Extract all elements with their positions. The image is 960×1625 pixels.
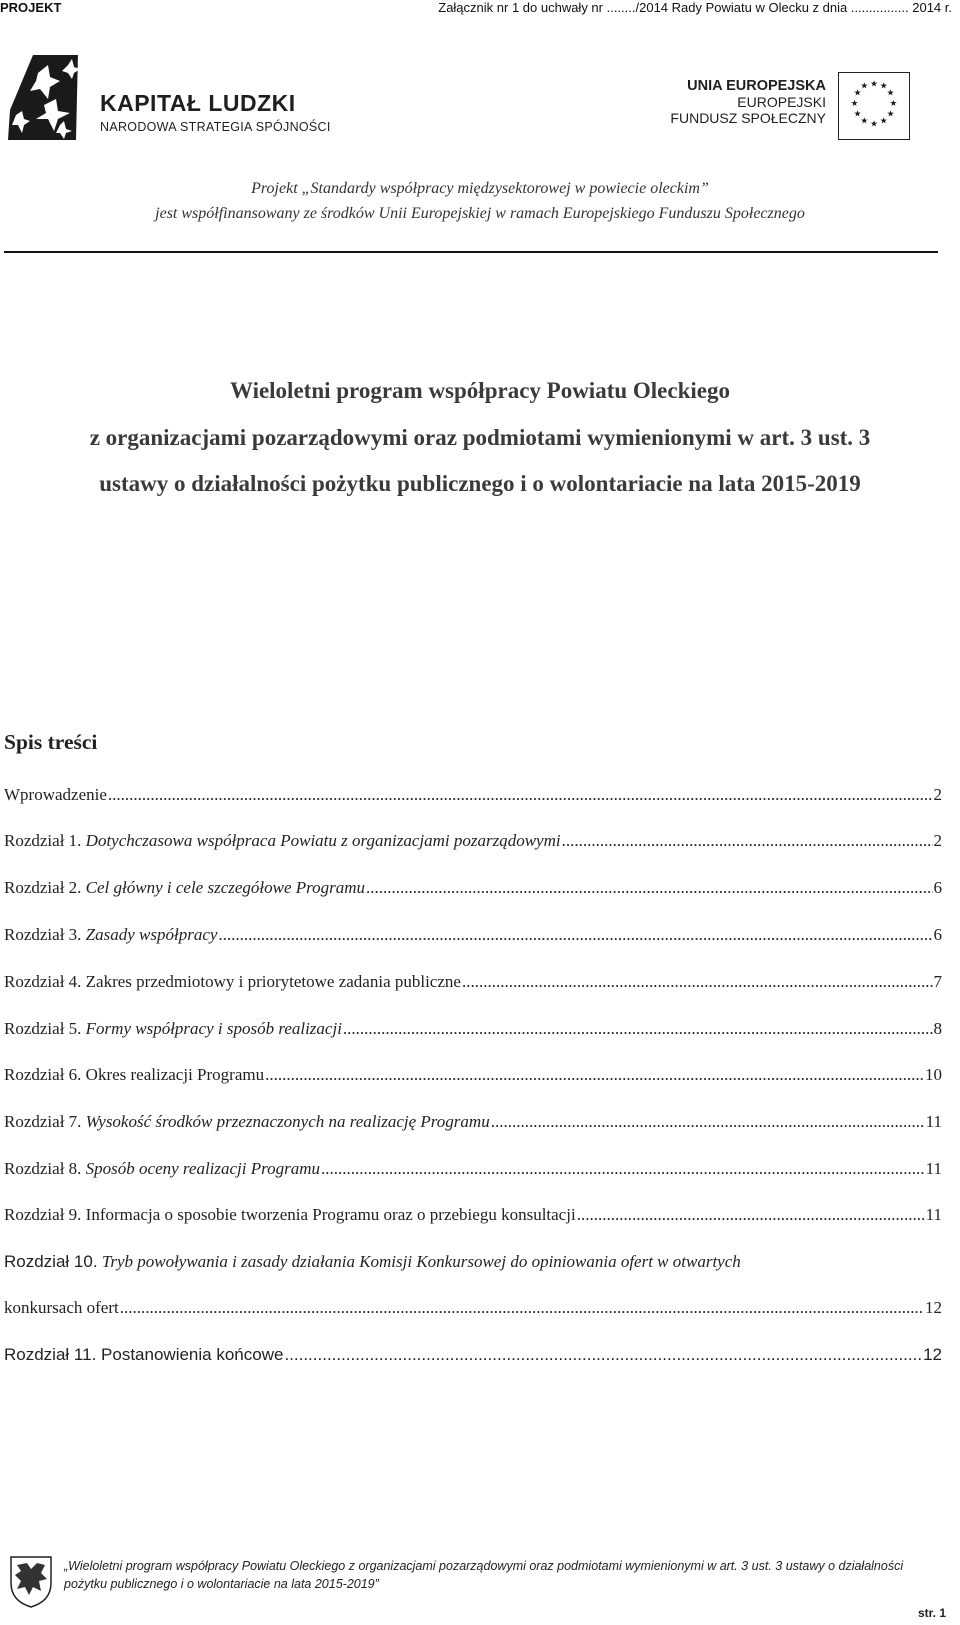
toc-chapter-title: Tryb powoływania i zasady działania Komisji Konkursowej do opiniowania ofert w otwartych (101, 1252, 741, 1271)
svg-text:★: ★ (853, 88, 862, 99)
toc-chapter-title: Postanowienia końcowe (101, 1345, 284, 1364)
document-title-line-3: ustawy o działalności pożytku publicznego i o wolontariacie na lata 2015-2019 (99, 471, 861, 496)
toc-leader (321, 1159, 925, 1179)
toc-page-number: 12 (925, 1298, 942, 1317)
toc-chapter-title: Zakres przedmiotowy i priorytetowe zadania publiczne (85, 972, 461, 991)
annex-text: Załącznik nr 1 do uchwały nr ......../2014 Rady Powiatu w Olecku z dnia ................ 2014 r. (438, 0, 952, 15)
toc-item-chapter-2[interactable] (4, 878, 942, 898)
eu-logo-line2: EUROPEJSKI (737, 94, 826, 110)
toc-page-number: 8 (933, 1019, 942, 1038)
toc-page-number: 10 (925, 1065, 942, 1084)
toc-page-number: 11 (925, 1159, 942, 1178)
svg-text:★: ★ (889, 99, 898, 109)
toc-chapter-title: Formy współpracy i sposób realizacji (85, 1019, 342, 1038)
toc-chapter-number: Rozdział 6. (4, 1065, 82, 1084)
svg-text:★: ★ (879, 81, 888, 92)
county-coat-of-arms-icon (7, 1553, 55, 1609)
toc-leader (120, 1298, 924, 1318)
toc-leader (265, 1065, 924, 1085)
project-line-1: Projekt „Standardy współpracy międzysektorowej w powiecie oleckim” (251, 180, 709, 197)
toc-item-chapter-5[interactable] (4, 1019, 942, 1039)
page-number: str. 1 (917, 1606, 946, 1620)
svg-text:★: ★ (886, 88, 895, 99)
toc-item-label: Wprowadzenie (4, 785, 107, 804)
toc-leader (491, 1112, 925, 1132)
toc-chapter-title: Zasady współpracy (85, 925, 218, 944)
toc-item-chapter-8[interactable] (4, 1159, 942, 1179)
toc-leader (562, 831, 933, 851)
svg-text:★: ★ (870, 79, 878, 90)
toc-leader (366, 878, 932, 898)
toc-chapter-number: Rozdział 3. (4, 925, 82, 944)
project-line-2: jest współfinansowany ze środków Unii Europejskiej w ramach Europejskiego Funduszu Społecznego (155, 205, 805, 222)
toc-chapter-number: Rozdział 5. (4, 1019, 82, 1038)
svg-text:★: ★ (870, 119, 878, 130)
toc-leader (108, 785, 933, 805)
draft-label: PROJEKT (0, 0, 62, 15)
eu-flag-icon (838, 72, 910, 140)
toc-chapter-number: Rozdział 8. (4, 1159, 82, 1178)
toc-item-chapter-11[interactable] (4, 1345, 942, 1365)
header-divider (4, 251, 938, 253)
toc-chapter-title: Cel główny i cele szczegółowe Programu (85, 878, 366, 897)
toc-leader (218, 925, 932, 945)
toc-chapter-number: Rozdział 11. (4, 1345, 97, 1364)
toc-page-number: 11 (925, 1205, 942, 1224)
toc-chapter-title: Okres realizacji Programu (85, 1065, 265, 1084)
toc-page-number: 6 (933, 878, 942, 897)
eu-logo-text (600, 78, 826, 126)
toc-page-number: 2 (933, 785, 942, 804)
eu-logo-line1: UNIA EUROPEJSKA (687, 78, 826, 94)
toc-item-introduction[interactable] (4, 785, 942, 805)
toc-page-number: 11 (925, 1112, 942, 1131)
toc-page-number: 2 (933, 831, 942, 850)
document-title-line-2: z organizacjami pozarządowymi oraz podmiotami wymienionymi w art. 3 ust. 3 (89, 425, 871, 450)
toc-chapter-number: Rozdział 4. (4, 972, 82, 991)
svg-text:★: ★ (853, 109, 862, 120)
toc-item-chapter-1[interactable] (4, 831, 942, 851)
toc-chapter-number: Rozdział 1. (4, 831, 82, 850)
toc-item-chapter-7[interactable] (4, 1112, 942, 1132)
toc-item-chapter-9[interactable] (4, 1205, 942, 1225)
toc-page-number: 6 (933, 925, 942, 944)
toc-chapter-title: Sposób oceny realizacji Programu (85, 1159, 321, 1178)
svg-text:★: ★ (886, 109, 895, 120)
toc-page-number: 12 (923, 1345, 942, 1364)
toc-leader (462, 972, 933, 992)
toc-chapter-title: Wysokość środków przeznaczonych na realizację Programu (85, 1112, 490, 1131)
toc-chapter-title: Informacja o sposobie tworzenia Programu oraz o przebiegu konsultacji (85, 1205, 576, 1224)
toc-chapter-title: Dotychczasowa współpraca Powiatu z organizacjami pozarządowymi (85, 831, 561, 850)
toc-chapter-number: Rozdział 9. (4, 1205, 82, 1224)
toc-item-chapter-3[interactable] (4, 925, 942, 945)
svg-text:★: ★ (850, 99, 859, 109)
toc-chapter-number: Rozdział 7. (4, 1112, 82, 1131)
toc-page-number: 7 (933, 972, 942, 991)
toc-leader (577, 1205, 925, 1225)
svg-text:★: ★ (879, 116, 888, 127)
footer-text: „Wieloletni program współpracy Powiatu Oleckiego z organizacjami pozarządowymi oraz podmiotami wymienionymi w art. 3 ust. 3 ustawy o działalności pożytku publicznego i o wolontariacie na lata 2015-2019” (64, 1559, 904, 1591)
toc-chapter-title-continued: konkursach ofert (4, 1298, 119, 1317)
toc-chapter-number: Rozdział 10. (4, 1252, 98, 1271)
toc-item-chapter-10-continued[interactable] (4, 1298, 942, 1318)
svg-text:★: ★ (860, 81, 869, 92)
toc-item-chapter-4[interactable] (4, 972, 942, 992)
toc-heading: Spis treści (4, 730, 98, 754)
toc-chapter-number: Rozdział 2. (4, 878, 82, 897)
toc-leader (343, 1019, 933, 1039)
eu-logo-line3: FUNDUSZ SPOŁECZNY (670, 110, 826, 126)
toc-item-chapter-6[interactable] (4, 1065, 942, 1085)
toc-leader (284, 1345, 922, 1365)
svg-text:★: ★ (860, 116, 869, 127)
kapital-ludzki-title: KAPITAŁ LUDZKI (100, 90, 296, 116)
kapital-ludzki-subtitle: NARODOWA STRATEGIA SPÓJNOŚCI (100, 120, 331, 134)
toc-item-chapter-10[interactable] (4, 1252, 741, 1272)
document-title-line-1: Wieloletni program współpracy Powiatu Oleckiego (229, 378, 730, 403)
